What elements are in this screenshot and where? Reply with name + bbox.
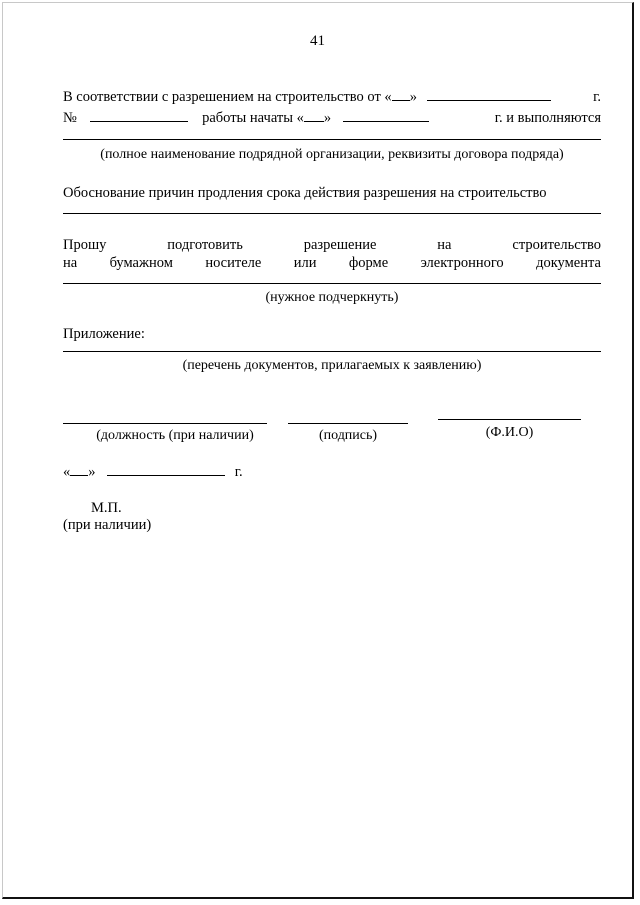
date-year-suffix: г.: [234, 464, 243, 480]
attachments-caption: (перечень документов, прилагаемых к заявлению): [182, 358, 482, 373]
justification-label: Обоснование причин продления срока действия разрешения на строительство: [63, 185, 547, 201]
request-word: или: [293, 255, 317, 271]
date-line: [63, 463, 243, 481]
request-word: Прошу: [63, 237, 107, 253]
date-quote-open: «: [63, 464, 71, 480]
permit-line-1: [63, 88, 601, 106]
name-caption: (Ф.И.О): [485, 425, 534, 440]
work-quote-close: »: [323, 110, 332, 126]
work-started-text: работы начаты «: [202, 110, 304, 126]
request-line: [63, 283, 601, 284]
name-line: [438, 419, 581, 420]
request-word: разрешение: [303, 237, 377, 253]
work-date-blank: [343, 109, 429, 122]
request-word: бумажном: [109, 255, 173, 271]
request-word: подготовить: [167, 237, 243, 253]
date-quote-close: »: [88, 464, 96, 480]
position-caption: (должность (при наличии): [96, 428, 254, 443]
request-word: форме: [348, 255, 389, 271]
request-word: на: [63, 255, 78, 271]
work-day-blank: [304, 109, 324, 122]
permit-day-blank: [392, 88, 410, 101]
permit-quote-close: »: [409, 89, 417, 105]
request-row-2: [63, 254, 601, 272]
request-word: документа: [536, 255, 601, 271]
document-page: [2, 2, 634, 899]
attachments-label: Приложение:: [63, 326, 145, 342]
signature-caption: (подпись): [318, 428, 378, 443]
request-word: строительство: [512, 237, 601, 253]
permit-year-suffix: г.: [593, 89, 601, 105]
request-word: электронного: [420, 255, 504, 271]
permit-number-blank: [90, 109, 188, 122]
attachments-line: [63, 351, 601, 352]
contractor-caption: (полное наименование подрядной организации, реквизиты договора подряда): [100, 147, 564, 162]
page-number: 41: [310, 33, 325, 49]
stamp-label: М.П.: [91, 500, 122, 516]
stamp-note: (при наличии): [63, 517, 152, 533]
permit-number-sign: №: [63, 110, 77, 126]
permit-line-2: [63, 109, 601, 127]
permit-date-blank: [427, 88, 551, 101]
justification-line: [63, 213, 601, 214]
request-word: на: [437, 237, 452, 253]
date-day-blank: [70, 463, 88, 476]
request-caption: (нужное подчеркнуть): [265, 290, 399, 305]
signature-line: [288, 423, 408, 424]
work-performed-text: г. и выполняются: [494, 110, 601, 126]
request-word: носителе: [205, 255, 262, 271]
request-row-1: [63, 236, 601, 254]
contractor-line: [63, 139, 601, 140]
position-line: [63, 423, 267, 424]
date-month-blank: [107, 463, 225, 476]
permit-text-1: В соответствии с разрешением на строительство от «: [63, 89, 392, 105]
